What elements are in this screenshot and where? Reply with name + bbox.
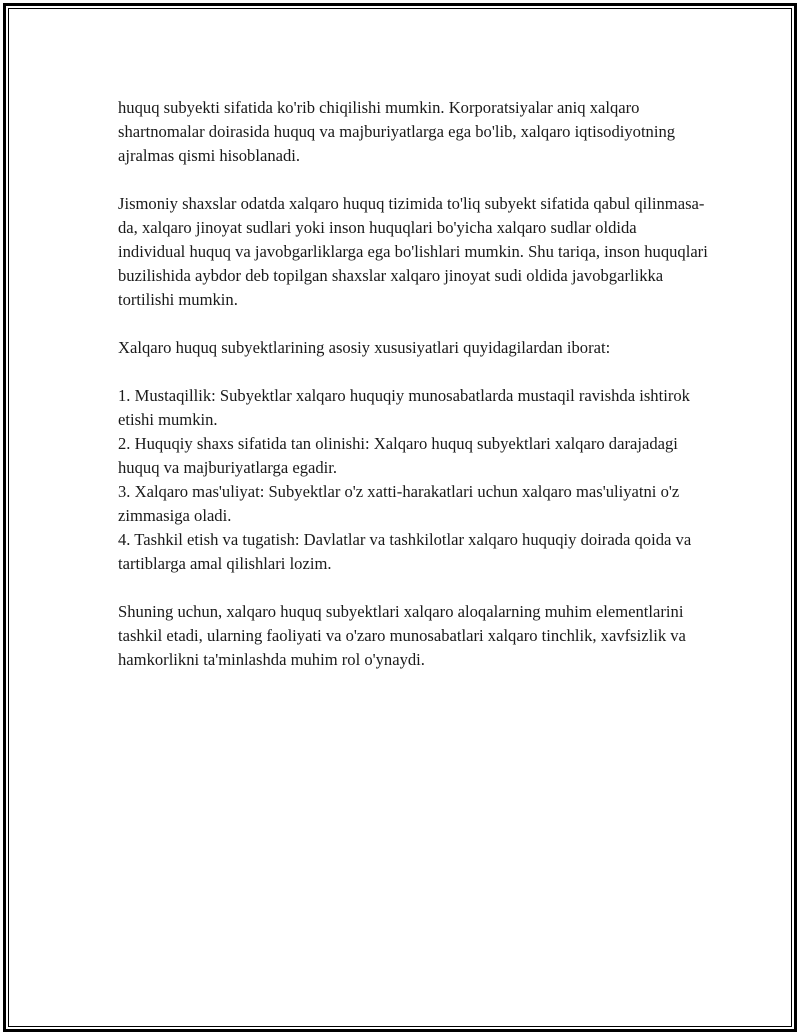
list-item: 3. Xalqaro mas'uliyat: Subyektlar o'z xatti-harakatlari uchun xalqaro mas'uliyatni o'z zimmasiga oladi.	[118, 482, 680, 525]
features-list	[118, 384, 708, 576]
document-body	[118, 96, 708, 696]
paragraph-corporations: huquq subyekti sifatida ko'rib chiqilishi mumkin. Korporatsiyalar aniq xalqaro shartnomalar doirasida huquq va majburiyatlarga ega bo'lib, xalqaro iqtisodiyotning ajralmas qismi hisoblanadi.	[118, 98, 676, 165]
document-page	[3, 3, 797, 1032]
paragraph-individuals: Jismoniy shaxslar odatda xalqaro huquq tizimida to'liq subyekt sifatida qabul qilinmasa-da, xalqaro jinoyat sudlari yoki inson huquqlari bo'yicha xalqaro sudlar oldida individual huquq va javobgarliklarga ega bo'lishlari mumkin. Shu tariqa, inson huquqlari buzilishida aybdor deb topilgan shaxslar xalqaro jinoyat sudi oldida javobgarlikka tortilishi mumkin.	[118, 194, 708, 309]
list-item: 1. Mustaqillik: Subyektlar xalqaro huquqiy munosabatlarda mustaqil ravishda ishtirok etishi mumkin.	[118, 386, 690, 429]
paragraph-conclusion: Shuning uchun, xalqaro huquq subyektlari xalqaro aloqalarning muhim elementlarini tashkil etadi, ularning faoliyati va o'zaro munosabatlari xalqaro tinchlik, xavfsizlik va hamkorlikni ta'minlashda muhim rol o'ynaydi.	[118, 602, 686, 669]
list-item: 2. Huquqiy shaxs sifatida tan olinishi: Xalqaro huquq subyektlari xalqaro darajadagi huquq va majburiyatlarga egadir.	[118, 434, 678, 477]
list-item: 4. Tashkil etish va tugatish: Davlatlar va tashkilotlar xalqaro huquqiy doirada qoida va tartiblarga amal qilishlari lozim.	[118, 530, 692, 573]
paragraph-features-intro: Xalqaro huquq subyektlarining asosiy xususiyatlari quyidagilardan iborat:	[118, 338, 611, 357]
